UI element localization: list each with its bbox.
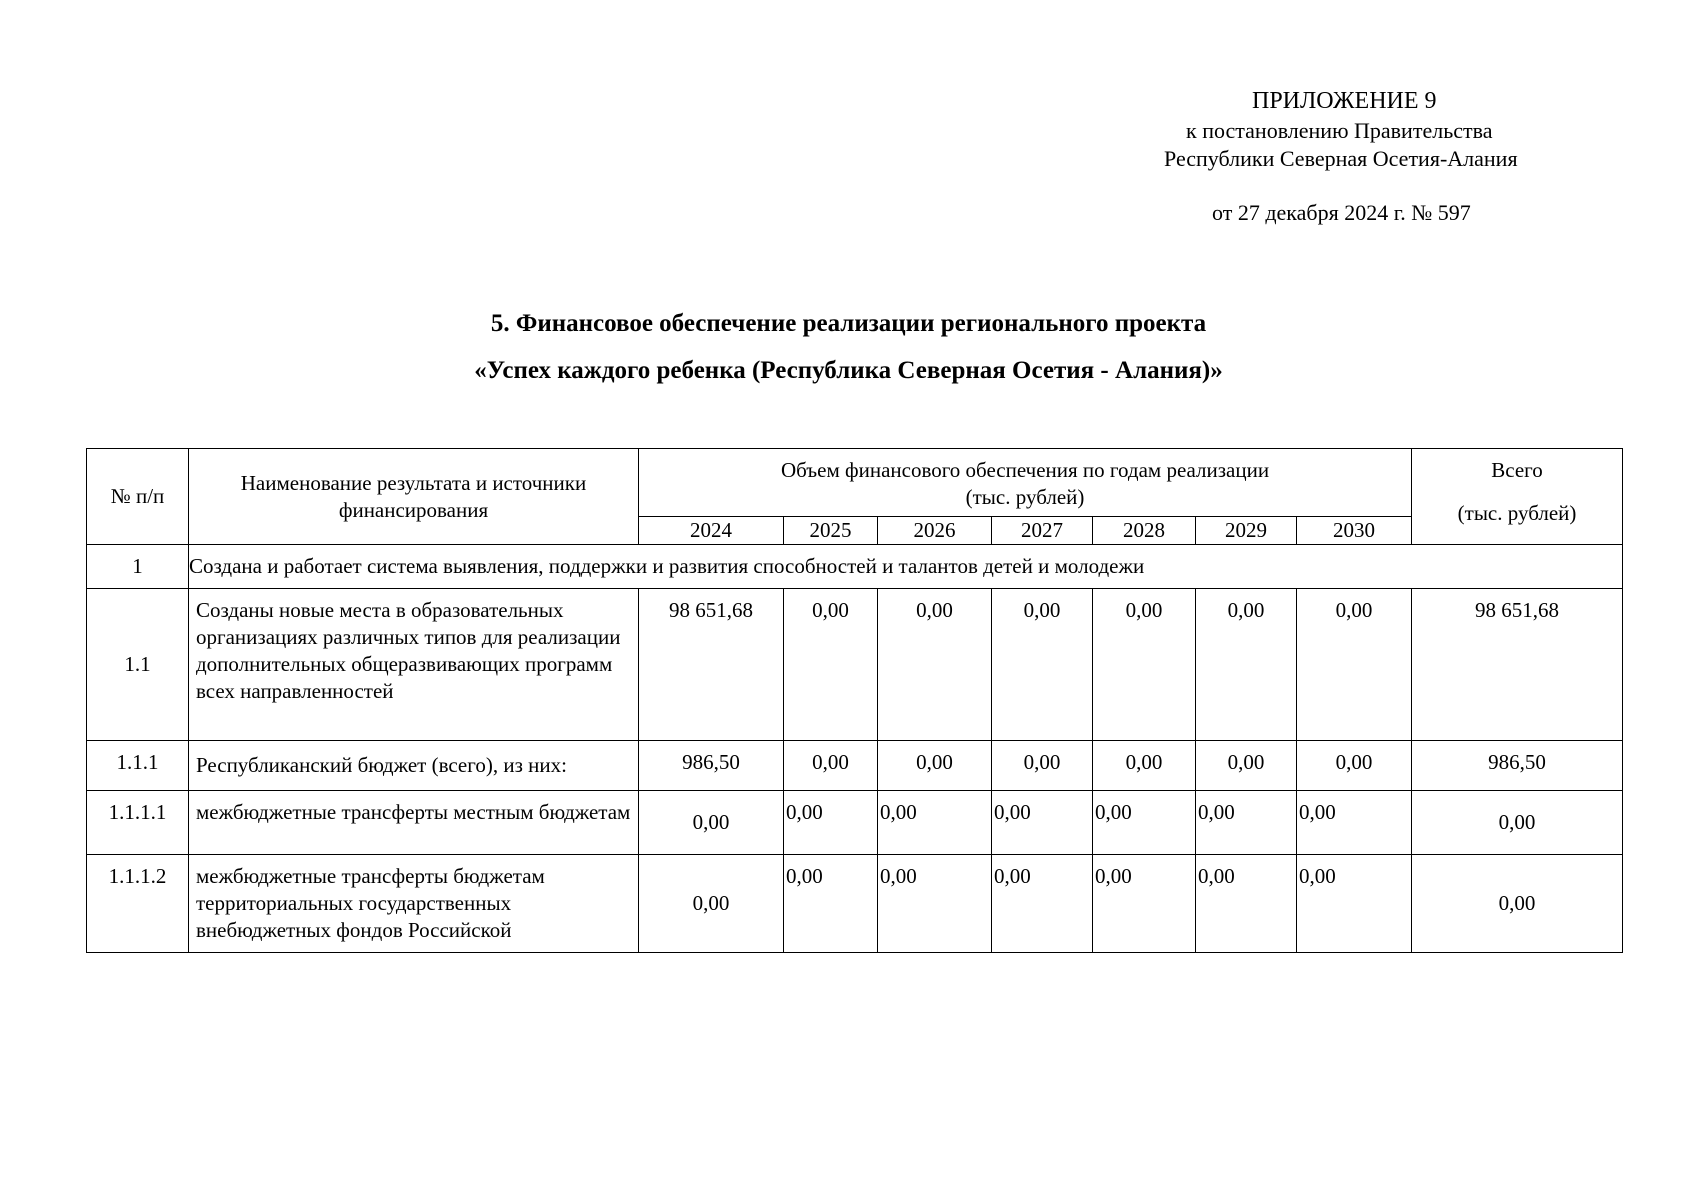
appendix-title: ПРИЛОЖЕНИЕ 9 [1252,88,1437,114]
section-text: Создана и работает система выявления, поддержки и развития способностей и талантов детей и молодежи [189,545,1623,589]
value-cell: 986,50 [639,741,784,791]
document-title-line2: «Успех каждого ребенка (Республика Северная Осетия - Алания)» [474,357,1223,384]
total-cell: 986,50 [1412,741,1623,791]
year-cell: 2030 [1297,517,1412,545]
header-total-line2: (тыс. рублей) [1457,501,1577,525]
year-cell: 2026 [878,517,992,545]
section-num: 1 [87,545,189,589]
table-row [87,741,1623,791]
appendix-line-republic: Республики Северная Осетия-Алания [1164,146,1518,171]
value-cell: 0,00 [784,741,878,791]
document-title-line1: 5. Финансовое обеспечение реализации регионального проекта [490,310,1207,337]
value-cell: 98 651,68 [639,589,784,741]
value-cell: 0,00 [1093,855,1196,953]
value-cell: 0,00 [1297,741,1412,791]
year-cell: 2024 [639,517,784,545]
table-row [87,855,1623,953]
section-row [87,545,1623,589]
year-cell: 2027 [992,517,1093,545]
value-cell: 0,00 [1093,741,1196,791]
value-cell: 0,00 [878,589,992,741]
row-name: Республиканский бюджет (всего), из них: [189,741,639,791]
value-cell: 0,00 [1196,791,1297,855]
value-cell: 0,00 [784,589,878,741]
row-num: 1.1 [87,589,189,741]
value-cell: 0,00 [784,791,878,855]
value-cell: 0,00 [992,741,1093,791]
appendix-line-date: от 27 декабря 2024 г. № 597 [1212,200,1471,225]
value-cell: 0,00 [992,791,1093,855]
appendix-line-decree: к постановлению Правительства [1186,118,1493,143]
table-row [87,589,1623,741]
total-cell: 98 651,68 [1412,589,1623,741]
row-name: Созданы новые места в образовательных организациях различных типов для реализации дополнительных общеразвивающих программ всех направленностей [189,589,639,741]
value-cell: 0,00 [878,741,992,791]
header-volume [639,449,1412,517]
row-num: 1.1.1 [87,741,189,791]
header-name: Наименование результата и источники финансирования [189,449,639,545]
value-cell: 0,00 [639,855,784,953]
year-cell: 2028 [1093,517,1196,545]
value-cell: 0,00 [992,855,1093,953]
value-cell: 0,00 [1093,589,1196,741]
value-cell: 0,00 [878,855,992,953]
header-volume-line2: (тыс. рублей) [965,485,1085,509]
value-cell: 0,00 [1297,855,1412,953]
value-cell: 0,00 [1297,589,1412,741]
header-total-line1: Всего [1491,458,1543,482]
row-name: межбюджетные трансферты местным бюджетам [189,791,639,855]
header-volume-line1: Объем финансового обеспечения по годам реализации [780,458,1270,482]
value-cell: 0,00 [784,855,878,953]
value-cell: 0,00 [992,589,1093,741]
total-cell: 0,00 [1412,791,1623,855]
table-row [87,791,1623,855]
value-cell: 0,00 [1297,791,1412,855]
value-cell: 0,00 [1196,589,1297,741]
table-header-row [87,449,1623,517]
value-cell: 0,00 [1093,791,1196,855]
total-cell: 0,00 [1412,855,1623,953]
row-name: межбюджетные трансферты бюджетам территориальных государственных внебюджетных фондов Российской [189,855,639,953]
value-cell: 0,00 [1196,741,1297,791]
value-cell: 0,00 [1196,855,1297,953]
value-cell: 0,00 [878,791,992,855]
row-num: 1.1.1.1 [87,791,189,855]
year-cell: 2029 [1196,517,1297,545]
financing-table [86,448,1623,953]
header-total [1412,449,1623,545]
value-cell: 0,00 [639,791,784,855]
year-cell: 2025 [784,517,878,545]
header-num: № п/п [87,449,189,545]
row-num: 1.1.1.2 [87,855,189,953]
